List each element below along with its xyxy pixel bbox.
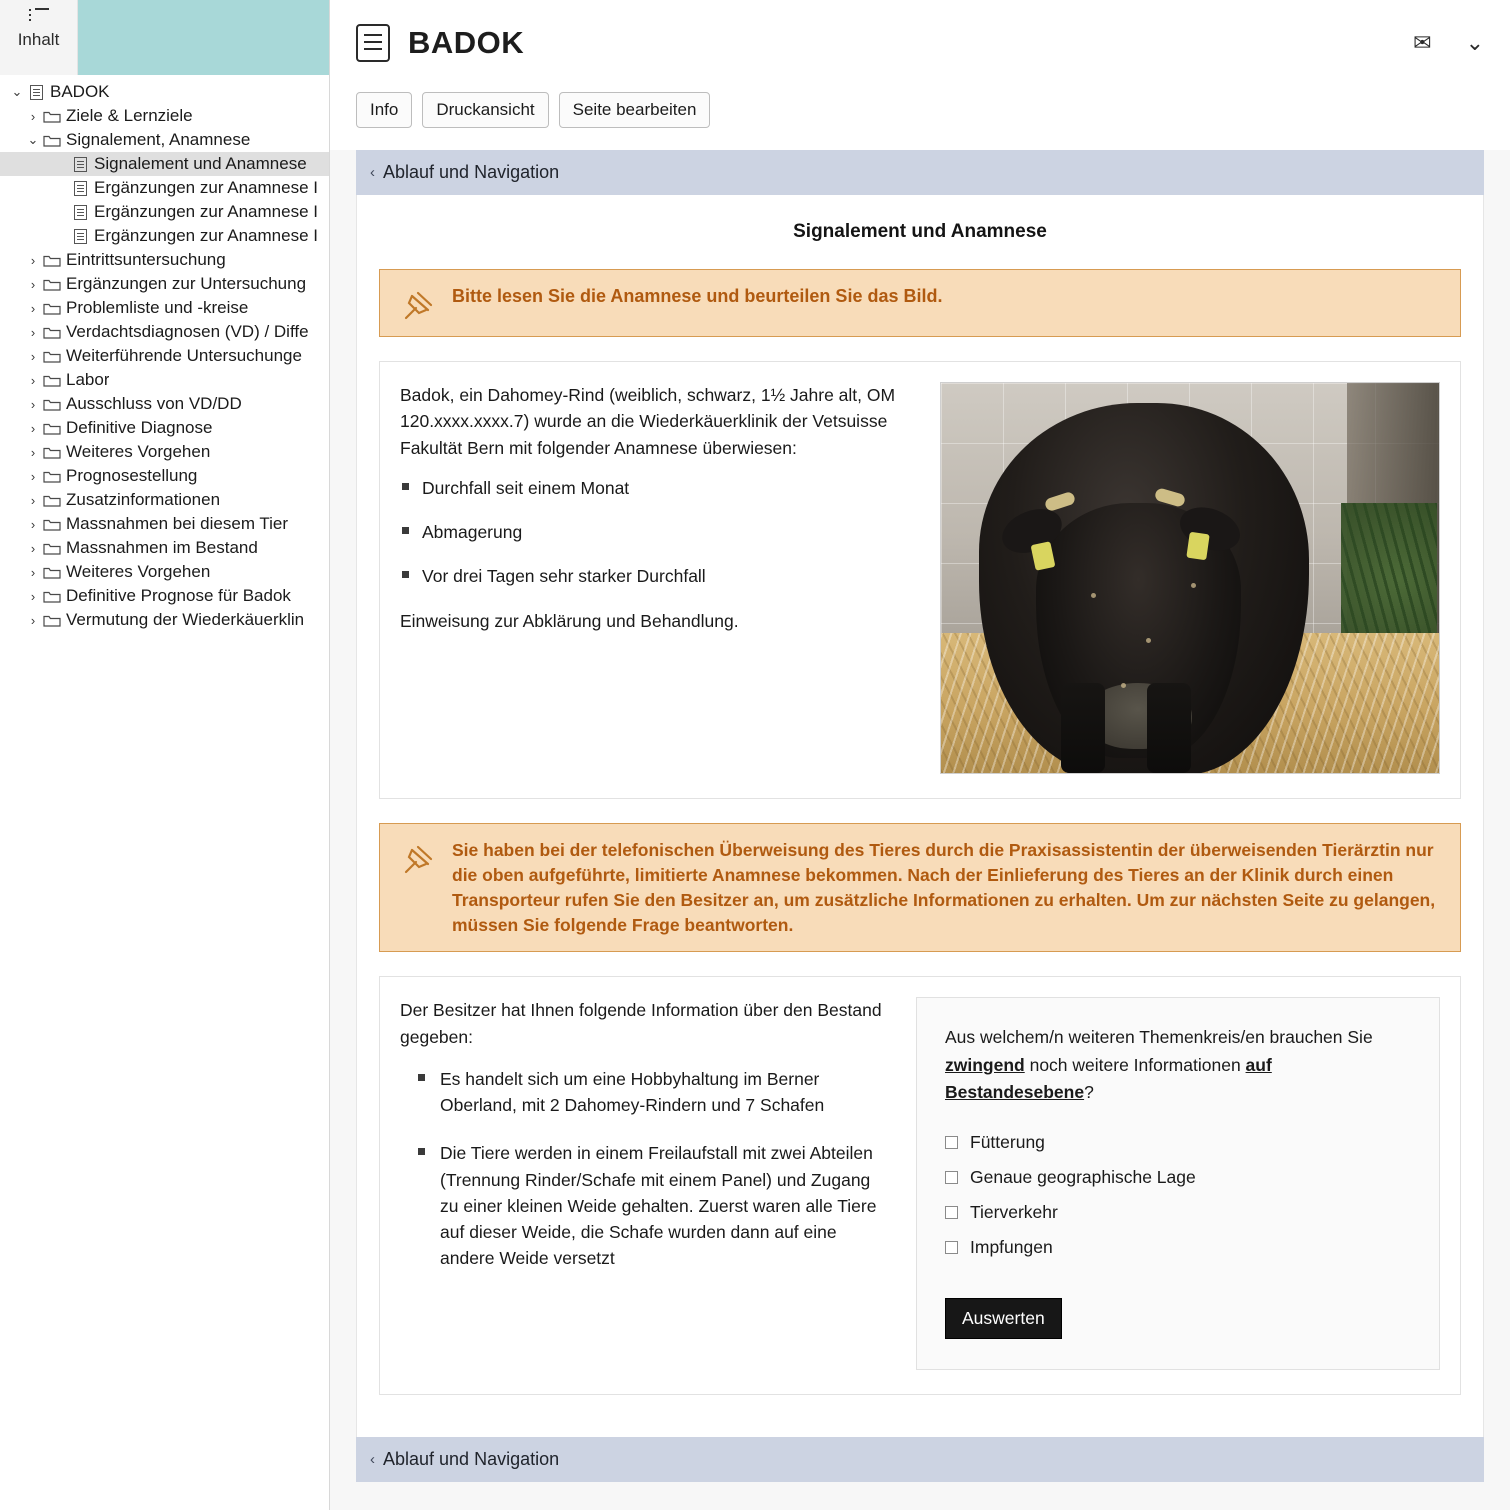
chevron-down-icon[interactable]: ⌄ (27, 132, 39, 147)
tree-item-label: Weiteres Vorgehen (66, 562, 211, 581)
chevron-right-icon[interactable]: › (30, 348, 36, 364)
tree-item-label: Ergänzungen zur Anamnese I (94, 202, 318, 221)
pin-icon (398, 838, 438, 881)
tree-item-14[interactable] (0, 416, 329, 440)
tree-indent-spacer (52, 205, 70, 220)
list-item: Es handelt sich um eine Hobbyhaltung im Berner Oberland, mit 2 Dahomey-Rindern und 7 Schafen (440, 1066, 890, 1119)
bestand-text-block (400, 997, 890, 1369)
tree-item-label: BADOK (50, 82, 110, 101)
chevron-right-icon[interactable]: › (30, 420, 36, 436)
folder-icon (42, 106, 62, 126)
folder-icon (42, 586, 62, 606)
pin-icon (398, 284, 438, 322)
tree-item-label: Eintrittsuntersuchung (66, 250, 226, 269)
tree-item-22[interactable] (0, 608, 329, 632)
chevron-right-icon[interactable]: › (30, 564, 36, 580)
folder-icon (42, 610, 62, 630)
edit-page-button[interactable]: Seite bearbeiten (559, 92, 711, 128)
page-body (356, 195, 1484, 1437)
quiz-question-emphasis-2: auf Bestandesebene (945, 1054, 1272, 1102)
nav-bar-bottom[interactable] (356, 1437, 1484, 1482)
folder-icon (42, 514, 62, 534)
tree-item-label: Ergänzungen zur Anamnese I (94, 178, 318, 197)
chevron-right-icon[interactable]: › (30, 588, 36, 604)
quiz-option-2[interactable] (945, 1202, 1411, 1223)
tree-item-7[interactable] (0, 248, 329, 272)
tree-item-label: Signalement, Anamnese (66, 130, 251, 149)
main-header (330, 0, 1510, 86)
tree-item-17[interactable] (0, 488, 329, 512)
photo-straw-speck (1146, 638, 1151, 643)
nav-bar-bottom-label: Ablauf und Navigation (383, 1448, 560, 1469)
tree-item-label: Labor (66, 370, 110, 389)
tree-indent-spacer (52, 229, 70, 244)
anamnese-intro: Badok, ein Dahomey-Rind (weiblich, schwarz, 1½ Jahre alt, OM 120.xxxx.xxxx.7) wurde an die Wiederkäuerklinik der Vetsuisse Fakultät Bern mit folgender Anamnese überwiesen: (400, 385, 896, 458)
chevron-right-icon[interactable]: › (30, 468, 36, 484)
list-icon (29, 8, 49, 24)
tree-item-label: Problemliste und -kreise (66, 298, 249, 317)
chevron-right-icon[interactable]: › (30, 108, 36, 124)
tree-item-label: Zusatzinformationen (66, 490, 221, 509)
checkbox-icon[interactable] (945, 1171, 958, 1184)
tree-item-20[interactable] (0, 560, 329, 584)
folder-icon (42, 130, 62, 150)
tree-item-label: Vermutung der Wiederkäuerklin (66, 610, 305, 629)
chevron-right-icon[interactable]: › (30, 300, 36, 316)
quiz-question-emphasis-1: zwingend (945, 1054, 1025, 1075)
quiz-option-label: Tierverkehr (970, 1201, 1058, 1222)
chevron-right-icon[interactable]: › (30, 444, 36, 460)
tree-item-label: Massnahmen bei diesem Tier (66, 514, 289, 533)
tree-item-label: Ergänzungen zur Untersuchung (66, 274, 307, 293)
tree-item-2[interactable] (0, 128, 329, 152)
folder-icon (42, 562, 62, 582)
sidebar-accent-block (78, 0, 329, 75)
sidebar-tab-label: Inhalt (17, 30, 60, 49)
folder-icon (42, 418, 62, 438)
quiz-option-3[interactable] (945, 1237, 1411, 1258)
document-outline-icon (356, 24, 390, 62)
print-view-button[interactable]: Druckansicht (422, 92, 548, 128)
tree-item-16[interactable] (0, 464, 329, 488)
callout-read-anamnese (379, 269, 1461, 337)
tree-item-4[interactable] (0, 176, 329, 200)
chevron-right-icon[interactable]: › (30, 324, 36, 340)
photo-straw-speck (1121, 683, 1126, 688)
folder-icon (42, 538, 62, 558)
mail-edit-icon[interactable]: ✉ (1413, 30, 1432, 55)
tree-item-13[interactable] (0, 392, 329, 416)
chevron-right-icon[interactable]: › (30, 396, 36, 412)
quiz-question-part1: Aus welchem/n weiteren Themenkreis/en brauchen Sie (945, 1027, 1373, 1048)
folder-icon (42, 394, 62, 414)
cow-photo (940, 382, 1440, 774)
nav-bar-top[interactable] (356, 150, 1484, 195)
folder-icon (42, 322, 62, 342)
photo-cow-leg-left (1061, 683, 1105, 773)
callout-read-anamnese-text: Bitte lesen Sie die Anamnese und beurteilen Sie das Bild. (452, 286, 943, 306)
chevron-down-icon[interactable]: ⌄ (1465, 30, 1484, 55)
tree-indent-spacer (52, 181, 70, 196)
photo-straw-speck (1091, 593, 1096, 598)
folder-icon (42, 370, 62, 390)
page-icon (70, 178, 90, 198)
list-item: Vor drei Tagen sehr starker Durchfall (422, 563, 918, 589)
chevron-right-icon[interactable]: › (30, 372, 36, 388)
sidebar-top-bar (0, 0, 329, 75)
tree-item-11[interactable] (0, 344, 329, 368)
chevron-right-icon[interactable]: › (30, 540, 36, 556)
tree-item-10[interactable] (0, 320, 329, 344)
folder-icon (42, 466, 62, 486)
content-tree[interactable] (0, 75, 329, 632)
anamnese-text-block (400, 382, 918, 774)
page-icon (70, 154, 90, 174)
folder-icon (42, 274, 62, 294)
bestand-quiz-panel (379, 976, 1461, 1394)
tree-item-5[interactable] (0, 200, 329, 224)
folder-icon (42, 346, 62, 366)
page-icon (70, 202, 90, 222)
main-area (330, 0, 1510, 1510)
quiz-option-label: Genaue geographische Lage (970, 1166, 1196, 1187)
checkbox-icon[interactable] (945, 1206, 958, 1219)
chevron-right-icon[interactable]: › (30, 276, 36, 292)
chevron-down-icon[interactable]: ⌄ (11, 84, 23, 99)
list-item: Die Tiere werden in einem Freilaufstall mit zwei Abteilen (Trennung Rinder/Schafe mit einem Panel) und Zugang zu einer kleinen Weide gehalten. Zuerst waren alle Tiere auf dieser Weide, die Schafe wurden dann auf eine andere Weide versetzt (440, 1140, 890, 1271)
tree-item-21[interactable] (0, 584, 329, 608)
sidebar (0, 0, 330, 1510)
content-wrapper (330, 150, 1510, 1482)
tree-item-9[interactable] (0, 296, 329, 320)
toolbar (330, 86, 1510, 150)
document-icon (26, 82, 46, 102)
anamnese-closing: Einweisung zur Abklärung und Behandlung. (400, 610, 739, 631)
chevron-right-icon[interactable]: › (30, 252, 36, 268)
tree-item-19[interactable] (0, 536, 329, 560)
list-item: Abmagerung (422, 519, 918, 545)
quiz-option-label: Impfungen (970, 1236, 1053, 1257)
callout-phone-info-text: Sie haben bei der telefonischen Überweisung des Tieres durch die Praxisassistentin der überweisenden Tierärztin nur die oben aufgeführte, limitierte Anamnese bekommen. Nach der Einlieferung des Tieres an der Klinik durch einen Transporteur rufen Sie den Besitzer an, um zusätzliche Informationen zu erhalten. Um zur nächsten Seite zu gelangen, müssen Sie folgende Frage beantworten. (452, 840, 1436, 935)
list-item: Durchfall seit einem Monat (422, 475, 918, 501)
checkbox-icon[interactable] (945, 1241, 958, 1254)
callout-phone-info (379, 823, 1461, 952)
folder-icon (42, 298, 62, 318)
quiz-option-1[interactable] (945, 1167, 1411, 1188)
tree-item-label: Weiterführende Untersuchunge (66, 346, 302, 365)
anamnese-bullet-list (400, 475, 918, 590)
tree-item-15[interactable] (0, 440, 329, 464)
chevron-right-icon[interactable]: › (30, 612, 36, 628)
tree-item-8[interactable] (0, 272, 329, 296)
chevron-right-icon[interactable]: › (30, 492, 36, 508)
page-icon (70, 226, 90, 246)
chevron-left-icon: ‹ (370, 164, 375, 181)
tree-item-label: Ziele & Lernziele (66, 106, 193, 125)
photo-ear-tag-right (1186, 532, 1209, 561)
tree-item-label: Ausschluss von VD/DD (66, 394, 242, 413)
bestand-intro: Der Besitzer hat Ihnen folgende Information über den Bestand gegeben: (400, 1000, 882, 1047)
tree-item-label: Weiteres Vorgehen (66, 442, 211, 461)
header-actions (1413, 30, 1484, 56)
sidebar-tab-inhalt[interactable] (0, 0, 78, 75)
quiz-box (916, 997, 1440, 1369)
folder-icon (42, 490, 62, 510)
tree-item-12[interactable] (0, 368, 329, 392)
quiz-option-label: Fütterung (970, 1131, 1045, 1152)
tree-item-label: Ergänzungen zur Anamnese I (94, 226, 318, 245)
tree-item-label: Massnahmen im Bestand (66, 538, 258, 557)
quiz-question-part2: noch weitere Informationen (1024, 1054, 1246, 1075)
chevron-right-icon[interactable]: › (30, 516, 36, 532)
bestand-bullet-list (400, 1066, 890, 1272)
tree-item-label: Prognosestellung (66, 466, 198, 485)
quiz-question-part3: ? (1084, 1081, 1094, 1102)
tree-item-3[interactable] (0, 152, 329, 176)
tree-item-18[interactable] (0, 512, 329, 536)
folder-icon (42, 442, 62, 462)
info-button[interactable]: Info (356, 92, 412, 128)
chevron-left-icon: ‹ (370, 1450, 375, 1468)
tree-item-label: Signalement und Anamnese (94, 154, 307, 173)
quiz-question (945, 1024, 1411, 1105)
evaluate-button[interactable]: Auswerten (945, 1298, 1062, 1339)
tree-item-0[interactable] (0, 80, 329, 104)
tree-item-6[interactable] (0, 224, 329, 248)
tree-item-label: Definitive Prognose für Badok (66, 586, 291, 605)
tree-item-1[interactable] (0, 104, 329, 128)
checkbox-icon[interactable] (945, 1136, 958, 1149)
quiz-option-0[interactable] (945, 1132, 1411, 1153)
folder-icon (42, 250, 62, 270)
photo-straw-speck (1191, 583, 1196, 588)
tree-indent-spacer (52, 157, 70, 172)
tree-item-label: Definitive Diagnose (66, 418, 213, 437)
anamnese-panel (379, 361, 1461, 799)
tree-item-label: Verdachtsdiagnosen (VD) / Diffe (66, 322, 309, 341)
nav-bar-top-label: Ablauf und Navigation (383, 162, 560, 182)
page-heading: Signalement und Anamnese (793, 221, 1047, 242)
photo-cow-leg-right (1147, 683, 1191, 773)
page-title-header: BADOK (408, 25, 525, 60)
